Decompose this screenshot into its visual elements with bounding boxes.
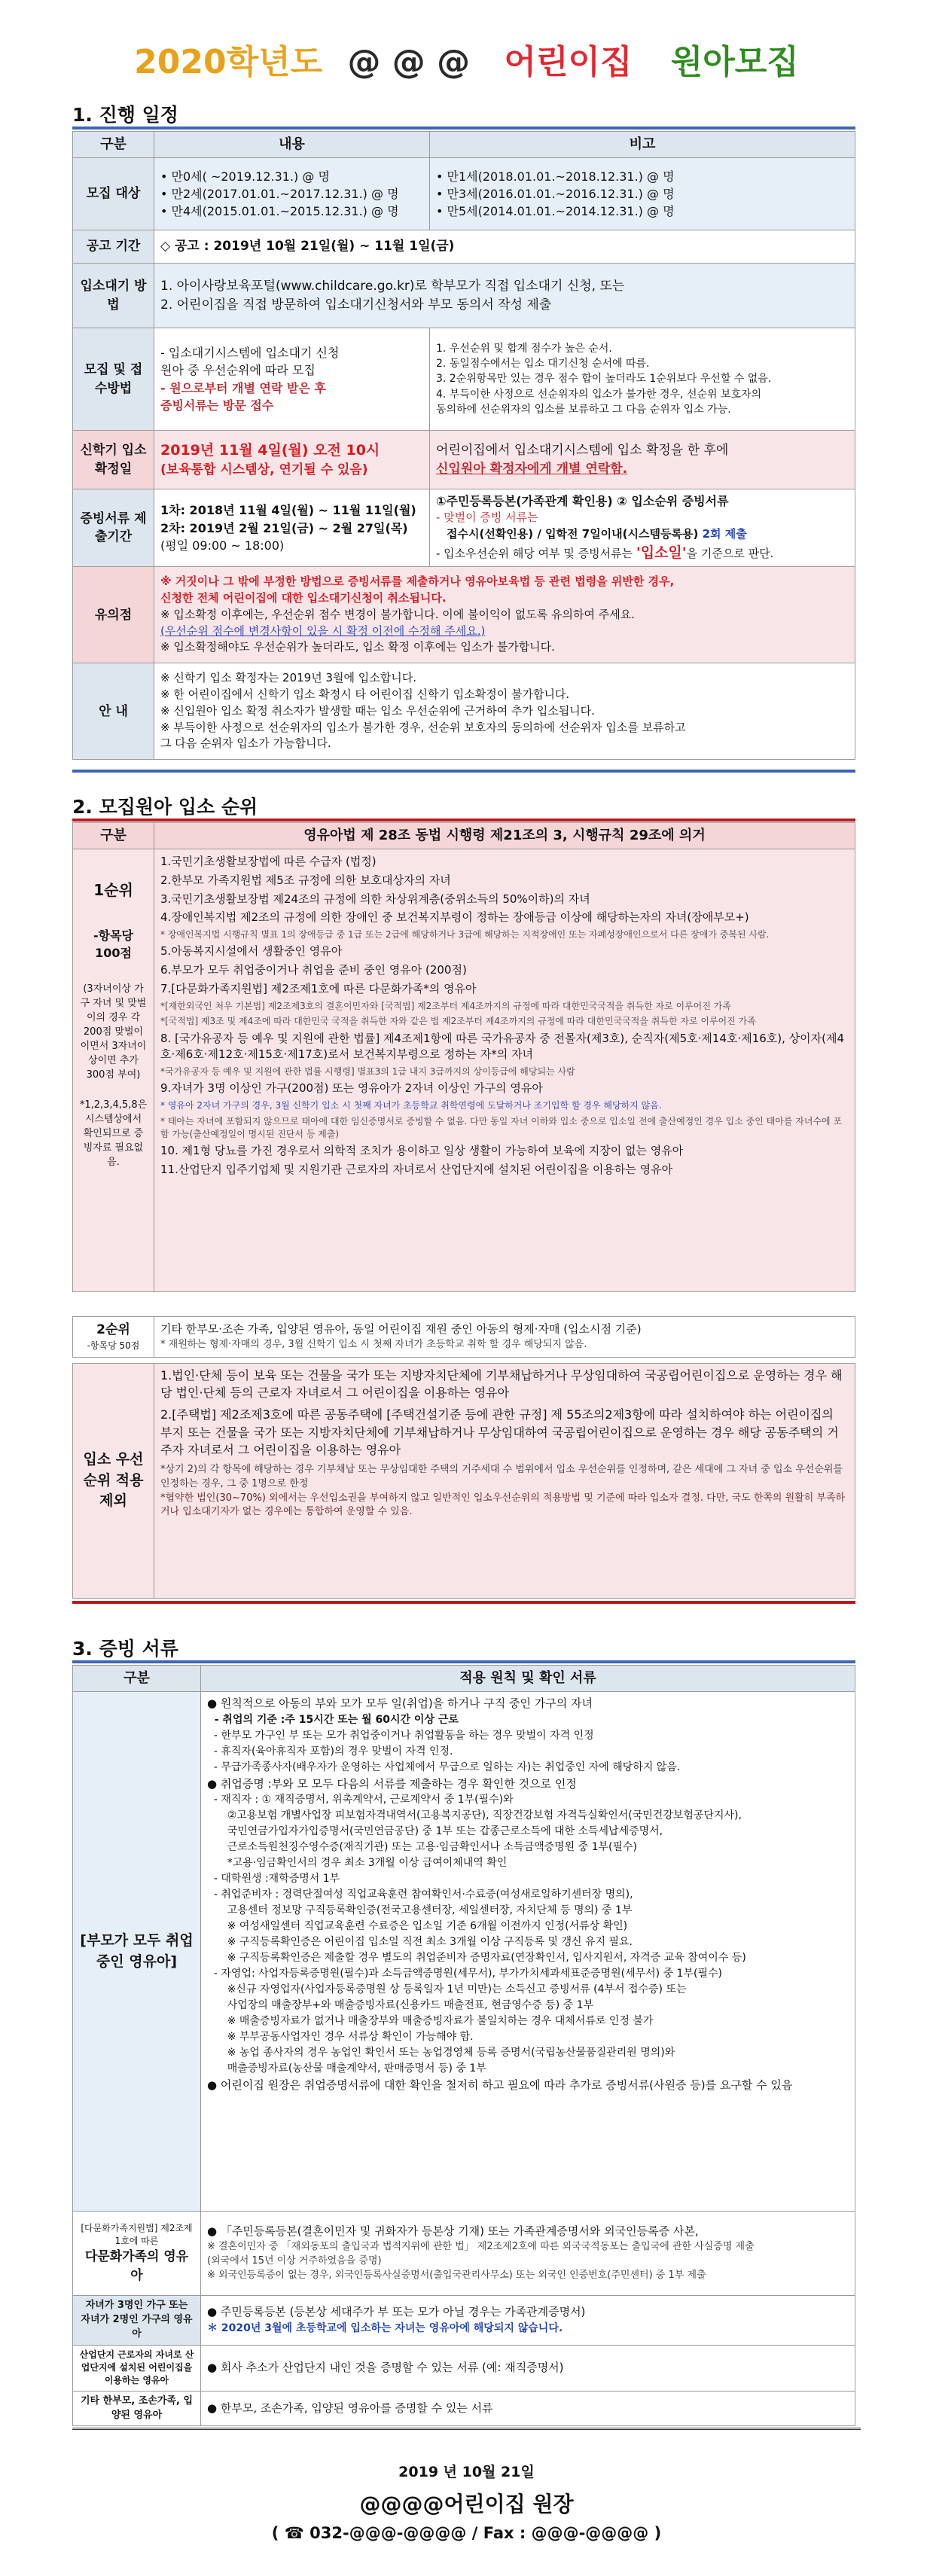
working-parents-line: ※ 매출증빙자료가 없거나 매출장부와 매출증빙자료가 불일치하는 경우 대체서류로 인정 불가 (207, 2015, 654, 2028)
caution-line: ※ 입소확정 이후에는, 우선순위 점수 변경이 불가합니다. 이에 불이익이 없도록 유의하여 주세요. (160, 607, 635, 621)
multi-child-doc: ● 주민등록등본 (등본상 세대주가 부 또는 모가 아닐 경우는 가족관계증명서) (207, 2305, 586, 2319)
priority-item: 4.장애인복지법 제2조의 규정에 의한 장애인 중 보건복지부령이 정하는 장애등급 이상에 해당하는자의 자녀(장애부모+) (160, 910, 749, 925)
title-marks: @ @ @ (347, 43, 471, 81)
guide-line: ※ 신학기 입소 확정자는 2019년 3월에 입소합니다. (160, 671, 416, 685)
working-parents-label: [부모가 모두 취업중인 영유아] (73, 1692, 201, 2212)
title-year: 2020학년도 (134, 43, 323, 81)
working-parents-line: ※ 농업 종사자의 경우 농업인 확인서 또는 농업경영체 등록 증명서(국립농산물품질관리원 명의)와 (207, 2047, 675, 2059)
priority-item-note: * 태아는 자녀에 포함되지 않으므로 태아에 대한 임신증명서로 증빙할 수 없음. 다만 동일 자녀 이하와 입소 중으로 입소일 전에 출산예정인 경우 입소 중인 태아를 자녀수에 포함 가능(출산예정일이 명시된 진단서 등 제출) (160, 1115, 843, 1139)
footer-contact: ( ☎ 032-@@@-@@@@ / Fax : @@@-@@@@ ) (271, 2524, 662, 2542)
target-age-1: • 만1세(2018.01.01.~2018.12.31.) @ 명 (436, 169, 675, 184)
rule-line: 3. 2순위항목만 있는 경우 점수 합이 높더라도 1순위보다 우선할 수 없음. (436, 373, 772, 386)
working-parents-line: 근로소득원천징수영수증(재직기관) 또는 고용·임금확인서나 소득금액증명원 중 1부(필수) (207, 1841, 638, 1854)
multicultural-label-sub: [다문화가족지원법] 제2조제1호에 따른 (81, 2222, 193, 2246)
target-age-4: • 만4세(2015.01.01.~2015.12.31.) @ 명 (160, 204, 399, 219)
caution-line: ※ 거짓이나 그 밖에 부정한 방법으로 증빙서류를 제출하거나 영유아보육법 등 관련 법령을 위반한 경우, (160, 575, 675, 589)
rule-line: 동의하에 선순위자의 입소를 보류하고 그 다음 순위자 입소 가능. (436, 404, 731, 416)
priority-item: 10. 제1형 당뇨를 가진 경우로서 의학적 조치가 용이하고 일상 생활이 가능하여 보육에 지장이 없는 영유아 (160, 1144, 684, 1158)
working-parents-line: - 자영업: 사업자등록증명원(필수)과 소득금액증명원(세무서), 부가가치세과세표준증명원(세무서) 중 1부(필수) (207, 1968, 722, 1980)
exclusion-item: 2.[주택법] 제2조제3호에 따른 공동주택에 [주택건설기준 등에 관한 규정] 제 55조의2제3항에 따라 설치하여야 하는 어린이집의 부지 또는 건물을 국가 또는 지방자치단체에 기부채납하거나 무상임대하여 국공립어린이집으로 운영하는 경우 해당 공동주택의 거주자 자녀로서 그 어린이집을 이용하는 영유아 (160, 1407, 839, 1457)
working-parents-line: - 취업준비자 : 경력단절여성 직업교육훈련 참여확인서·수료증(여성새로일하기센터장 명의), (207, 1889, 633, 1901)
multi-child-label: 자녀가 3명인 가구 또는 (85, 2300, 188, 2312)
page-title (0, 35, 933, 83)
rule-line: 2. 동일점수에서는 입소 대기신청 순서에 따름. (436, 358, 650, 370)
section-2-heading: 2. 모집원아 입소 순위 (72, 796, 258, 818)
submission-period: 1차: 2018년 11월 4일(월) ~ 11월 11일(월) (160, 503, 416, 518)
priority-item: 7.[다문화가족지원법] 제2조제1호에 따른 다문화가족*의 영유아 (160, 981, 477, 995)
priority-table (72, 822, 855, 1292)
working-parents-line: - 한부모 가구인 부 또는 모가 취업중이거나 취업활동을 하는 경우 맞벌이 자격 인정 (207, 1729, 594, 1742)
rule-line: 1. 우선순위 및 합계 점수가 높은 순서. (436, 342, 612, 355)
section-3-heading: 3. 증빙 서류 (72, 1638, 178, 1660)
other-doc: ● 한부모, 조손가족, 입양된 영유아를 증명할 수 있는 서류 (201, 2391, 855, 2426)
confirm-note: 어린이집에서 입소대기시스템에 입소 확정을 한 후에 (436, 442, 729, 458)
working-parents-line: 매출증빙자료(농산물 매출계약서, 판매증명서 등) 중 1부 (207, 2062, 486, 2075)
section-2-bottom-rule (72, 1601, 855, 1604)
target-age-5: • 만5세(2014.01.01.~2014.12.31.) @ 명 (436, 204, 675, 219)
multicultural-doc: ● 「주민등록등본(결혼이민자 및 귀화자가 등본상 기재) 또는 가족관계증명서와 외국인등록증 사본, (207, 2224, 699, 2239)
exclusion-note: *상기 2)의 각 항목에 해당하는 경우 기부채납 또는 무상임대한 주택의 거주세대 수 범위에서 입소 우선순위를 인정하며, 같은 세대에 그 자녀 중 입소 우선순위를 인정하는 경우, 그 중 1명으로 한정 (160, 1463, 843, 1489)
section-1-heading: 1. 진행 일정 (72, 104, 178, 126)
guide-line: ※ 부득이한 사정으로 선순위자의 입소가 불가한 경우, 선순위 보호자의 동의하에 선순위자 입소를 보류하고 (160, 720, 686, 734)
rule-line: 4. 부득이한 사정으로 선순위자의 입소가 불가한 경우, 선순위 보호자의 (436, 388, 762, 401)
section-1-rule (72, 127, 855, 130)
guide-line: 그 다음 순위자 입소가 가능합니다. (160, 736, 331, 751)
working-parents-line: ※ 구직등록확인증은 제출할 경우 별도의 취업준비자 증명자료(연장확인서, 입사지원서, 자격증 교육 참여이수 등) (207, 1952, 746, 1965)
target-age-3: • 만3세(2016.01.01.~2016.12.31.) @ 명 (436, 187, 675, 201)
working-parents-line: ※ 여성새일센터 직업교육훈련 수료증은 입소일 기준 6개월 이전까지 인정(서류상 확인) (207, 1920, 628, 1933)
method-line: - 입소대기시스템에 입소대기 신청 (160, 346, 340, 361)
row-label: 모집 대상 (73, 158, 154, 230)
exclusion-item: 1.법인·단체 등이 보육 또는 건물을 국가 또는 지방자치단체에 기부채납하거나 무상임대하여 국공립어린이집으로 운영하는 경우 해당 법인·단체 등의 근로자 자녀로서 그 어린이집을 이용하는 영유아 (160, 1368, 843, 1401)
col-header: 구분 (73, 823, 154, 849)
guide-line: ※ 한 어린이집에서 신학기 입소 확정시 타 어린이집 신학기 입소확정이 불가합니다. (160, 687, 570, 702)
priority-item: 11.산업단지 입주기업체 및 지원기관 근로자의 자녀로서 산업단지에 설치된 어린이집을 이용하는 영유아 (160, 1163, 673, 1177)
title-recruit: 원아모집 (670, 43, 799, 81)
priority-item: 6.부모가 모두 취업중이거나 취업을 준비 중인 영유아 (200점) (160, 963, 467, 977)
priority-item: 5.아동복지시설에서 생활중인 영유아 (160, 944, 343, 959)
working-parents-line: 국민연금가입자가입증명서(국민연금공단) 중 1부 또는 갑종근로소득에 대한 소득세납세증명서, (207, 1825, 663, 1838)
priority-item: 9.자녀가 3명 이상인 가구(200점) 또는 영유아가 2자녀 이상인 가구의 영유아 (160, 1081, 543, 1096)
col-header: 적용 원칙 및 확인 서류 (201, 1666, 855, 1692)
priority-item-note: *[재한외국인 처우 기본법] 제2조제3호의 결혼이민자와 [국적법] 제2조부터 제4조까지의 규정에 따라 대한민국국적을 취득한 자로 이루어진 가족 (160, 1000, 731, 1011)
priority-1-points: -항목당 100점 (93, 928, 133, 961)
footer-date: 2019 년 10월 21일 (398, 2464, 535, 2480)
row-label: 신학기 입소확정일 (73, 431, 154, 489)
documents-table (72, 1665, 855, 2426)
priority-2-note: * 재원하는 형제·자매의 경우, 3월 신학기 입소 시 첫째 자녀가 초등학교 취학 할 경우 해당되지 않음. (160, 1338, 587, 1350)
working-parents-line: - 무급가족종사자(배우자가 운영하는 사업체에서 무급으로 일하는 자)는 취업중인 자에 해당하지 않음. (207, 1761, 681, 1773)
other-label: 기타 한부모, 조손가족, 입양된 영유아 (73, 2391, 201, 2426)
required-docs: 을 기준으로 판단. (686, 546, 774, 560)
priority-item: 2.한부모 가족지원법 제5조 규정에 의한 보호대상자의 자녀 (160, 873, 451, 887)
method-line: 원아 중 우선순위에 따라 모집 (160, 363, 316, 378)
waitlist-method-1: 1. 아이사랑보육포털(www.childcare.go.kr)로 학부모가 직접 입소대기 신청, 또는 (160, 278, 625, 294)
col-header: 내용 (154, 132, 430, 158)
row-label: 모집 및 접수방법 (73, 328, 154, 431)
section-3-rule (72, 1660, 855, 1663)
caution-line: (우선순위 점수에 변경사항이 있을 시 확정 이전에 수정해 주세요.) (160, 623, 486, 638)
row-label: 유의점 (73, 567, 154, 663)
priority-item: 8. [국가유공자 등 예우 및 지원에 관한 법률] 제4조제1항에 따른 국가유공자 중 전몰자(제3호), 순직자(제5호·제14호·제16호), 상이자(제4호·제6호·제12호·제15호·제17호)로서 보건복지부령으로 정하는 자*의 자녀 (160, 1031, 845, 1062)
multi-child-note: ＊ 2020년 3월에 초등학교에 입소하는 자녀는 영유아에 해당되지 않습니다. (207, 2322, 563, 2335)
method-line: - 원으로부터 개별 연락 받은 후 (160, 380, 326, 395)
exclusion-note: *협약한 법인(30~70%) 외에서는 우선입소권을 부여하지 않고 일반적인 입소우선순위의 적용방법 및 기준에 따라 입소자 결정. 다만, 국도 한쪽의 원활히 부족하거나 입소대기자가 없는 경우에는 통합하여 운영할 수 있음. (160, 1492, 846, 1518)
col-header: 구분 (73, 1666, 201, 1692)
section-2-rule (72, 819, 855, 822)
priority-item: 3.국민기초생활보장법 제24조의 규정에 의한 차상위계층(중위소득의 50%이하)의 자녀 (160, 892, 590, 906)
notice-period: ◇ 공고 : 2019년 10월 21일(월) ~ 11월 1일(금) (154, 230, 855, 264)
working-parents-line: ※ 구직등록확인증은 어린이집 입소일 직전 최소 3개월 이상 구직등록 및 갱신 유지 필요. (207, 1936, 633, 1949)
working-parents-line: *고용·임금확인서의 경우 최소 3개월 이상 급여이체내역 확인 (207, 1857, 508, 1870)
required-docs: - 맞벌이 증빙 서류는 (436, 511, 538, 525)
working-parents-line: - 취업의 기준 :주 15시간 또는 월 60시간 이상 근로 (207, 1713, 459, 1726)
exclusion-label: 입소 우선순위 적용 제외 (73, 1364, 154, 1599)
confirm-date: 2019년 11월 4일(월) 오전 10시 (160, 441, 380, 459)
row-label: 안 내 (73, 663, 154, 760)
priority-1-note: (3자녀이상 가구 자녀 및 맞벌이의 경우 각 200점 맞벌이이면서 3자녀이상이면 추가 300점 부여) (80, 983, 147, 1081)
target-age-2: • 만2세(2017.01.01.~2017.12.31.) @ 명 (160, 187, 399, 201)
required-docs: 접수시(선확인용) / 입학전 7일이내(시스템등록용) (447, 527, 699, 541)
industrial-doc: ● 회사 추소가 산업단지 내인 것을 증명할 수 있는 서류 (예: 재직증명서) (201, 2345, 855, 2391)
priority-item-note: * 장애인복지법 시행규칙 별표 1의 장애등급 중 1급 또는 2급에 해당하거나 3급에 해당하는 지적장애인 또는 자폐성장애인으로서 다른 장애가 중복된 사람. (160, 929, 770, 940)
row-label: 증빙서류 제출기간 (73, 489, 154, 567)
confirm-note: 신입원아 확정자에게 개별 연락함. (436, 461, 628, 477)
submission-hours: (평일 09:00 ~ 18:00) (160, 538, 285, 553)
priority-1-note2: *1,2,3,4,5,8은 시스템상에서 확인되므로 증빙자료 필요없음. (79, 1099, 148, 1168)
title-name: 어린이집 (504, 43, 633, 81)
working-parents-line: ● 원칙적으로 아동의 부와 모가 모두 일(취업)을 하거나 구직 중인 가구의 자녀 (207, 1697, 593, 1711)
col-header: 영유아법 제 28조 동법 시행령 제21조의 3, 시행규칙 29조에 의거 (154, 823, 855, 849)
required-docs: - 입소우선순위 해당 여부 및 증빙서류는 (436, 546, 633, 560)
working-parents-line: ※ 부부공동사업자인 경우 서류상 확인이 가능해야 함. (207, 2031, 474, 2044)
priority-2-points: -항목당 50점 (87, 1340, 140, 1352)
exclusion-table (72, 1363, 855, 1599)
working-parents-line: 사업장의 매출장부+와 매출증빙자료(신용카드 매출전표, 현금영수증 등) 중 1부 (207, 1999, 594, 2012)
multicultural-label: 다문화가족의 영유아 (84, 2249, 189, 2283)
guide-line: ※ 신입원아 입소 확정 취소자가 발생할 때는 입소 우선순위에 근거하여 추가 입소됩니다. (160, 703, 595, 718)
priority-2-label: 2순위 (96, 1322, 130, 1338)
caution-line: 신청한 전체 어린이집에 대한 입소대기신청이 취소됩니다. (160, 591, 447, 605)
priority-1-items (154, 849, 855, 1292)
priority-item-note: * 영유아 2자녀 가구의 경우, 3월 신학기 입소 시 첫째 자녀가 초등학교 취학연령에 도달하거나 조기입학 할 경우 해당하지 않음. (160, 1100, 662, 1111)
working-parents-line: - 휴직자(육아휴직자 포함)의 경우 맞벌이 자격 인정. (207, 1745, 453, 1757)
confirm-date-note: (보육통합 시스템상, 연기될 수 있음) (160, 462, 368, 478)
working-parents-docs (201, 1692, 855, 2212)
priority-item: 1.국민기초생활보장법에 따른 수급자 (법정) (160, 855, 377, 869)
priority-item-note: *국가유공자 등 예우 및 지원에 관한 법률 시행령] 별표3의 1급 내지 3급까지의 상이등급에 해당되는 사람 (160, 1066, 575, 1078)
method-line: 증빙서류는 방문 접수 (160, 398, 274, 413)
working-parents-line: ※신규 자영업자(사업자등록증명원 상 등록일자 1년 미만)는 소득신고 증빙서류 (4부서 접수증) 또는 (207, 1983, 687, 1996)
row-label: 입소대기 방법 (73, 264, 154, 328)
multicultural-note: ※ 외국인등록증이 없는 경우, 외국인등록사실증명서(출입국관리사무소) 또는 외국인 인증번호(주민센터) 중 1부 제출 (207, 2269, 706, 2281)
caution-line: ※ 입소확정해야도 우선순위가 높더라도, 입소 확정 이후에는 입소가 불가합니다. (160, 640, 555, 654)
row-label: 공고 기간 (73, 230, 154, 264)
target-age-0: • 만0세( ~2019.12.31.) @ 명 (160, 169, 330, 184)
multicultural-note: (외국에서 15년 이상 거주하였음을 증명) (207, 2255, 382, 2267)
working-parents-line: - 대학원생 :재학증명서 1부 (207, 1873, 340, 1886)
priority-2-table (72, 1316, 855, 1358)
multicultural-note: ※ 결혼이민자 중 「재외동포의 출입국과 법적지위에 관한 법」 제2조제2호에 따른 외국국적동포는 출입국에 관한 사실증명 제출 (207, 2241, 755, 2253)
section-1-bottom-rule (72, 770, 855, 773)
working-parents-line: 고용센터 정보망 구직등록확인증(전국고용센터장, 세일센터장, 자치단체 등 명의) 중 1부 (207, 1904, 633, 1917)
working-parents-line: ● 취업증명 :부와 모 모두 다음의 서류를 제출하는 경우 확인한 것으로 인정 (207, 1776, 577, 1791)
priority-item-note: *[국적법] 제3조 및 제4조에 따라 대한민국 국적을 취득한 자와 같은 법 제2조부터 제4조까지의 규정에 따라 대한민국국적을 취득한 자로 이루어진 가족 (160, 1016, 756, 1027)
working-parents-line: - 재직자 : ① 재직증명서, 위촉계약서, 근로계약서 중 1부(필수)와 (207, 1794, 514, 1806)
priority-1-label: 1순위 (93, 881, 133, 900)
priority-2-text: 기타 한부모·조손 가족, 입양된 영유아, 동일 어린이집 재원 중인 아동의 형제·자매 (입소시점 기준) (160, 1322, 642, 1337)
working-parents-line: ②고용보험 개별사업장 피보험자격내역서(고용복지공단), 직장건강보험 자격득실확인서(국민건강보험공단지사), (207, 1809, 742, 1822)
working-parents-line: ● 어린이집 원장은 취업증명서류에 대한 확인을 철저히 하고 필요에 따라 추가로 증빙서류(사원증 등)를 요구할 수 있음 (207, 2078, 793, 2093)
submission-period: 2차: 2019년 2월 21일(금) ~ 2월 27일(목) (160, 520, 408, 535)
footer-rule (72, 2428, 861, 2430)
multi-child-label: 자녀가 2명인 가구의 영유아 (81, 2313, 193, 2340)
col-header: 비고 (430, 132, 855, 158)
col-header: 구분 (73, 132, 154, 158)
required-docs: ①주민등록등본(가족관계 확인용) ② 입소순위 증빙서류 (436, 494, 729, 509)
footer-sign: @@@@어린이집 원장 (359, 2492, 574, 2517)
schedule-table (72, 131, 855, 760)
waitlist-method-2: 2. 어린이집을 직접 방문하여 입소대기신청서와 부모 동의서 작성 제출 (160, 297, 552, 312)
required-docs: 2회 제출 (702, 527, 747, 541)
industrial-label: 산업단지 근로자의 자녀로 산업단지에 설치된 어린이집을 이용하는 영유아 (73, 2345, 201, 2391)
required-docs: '입소일' (636, 544, 687, 561)
